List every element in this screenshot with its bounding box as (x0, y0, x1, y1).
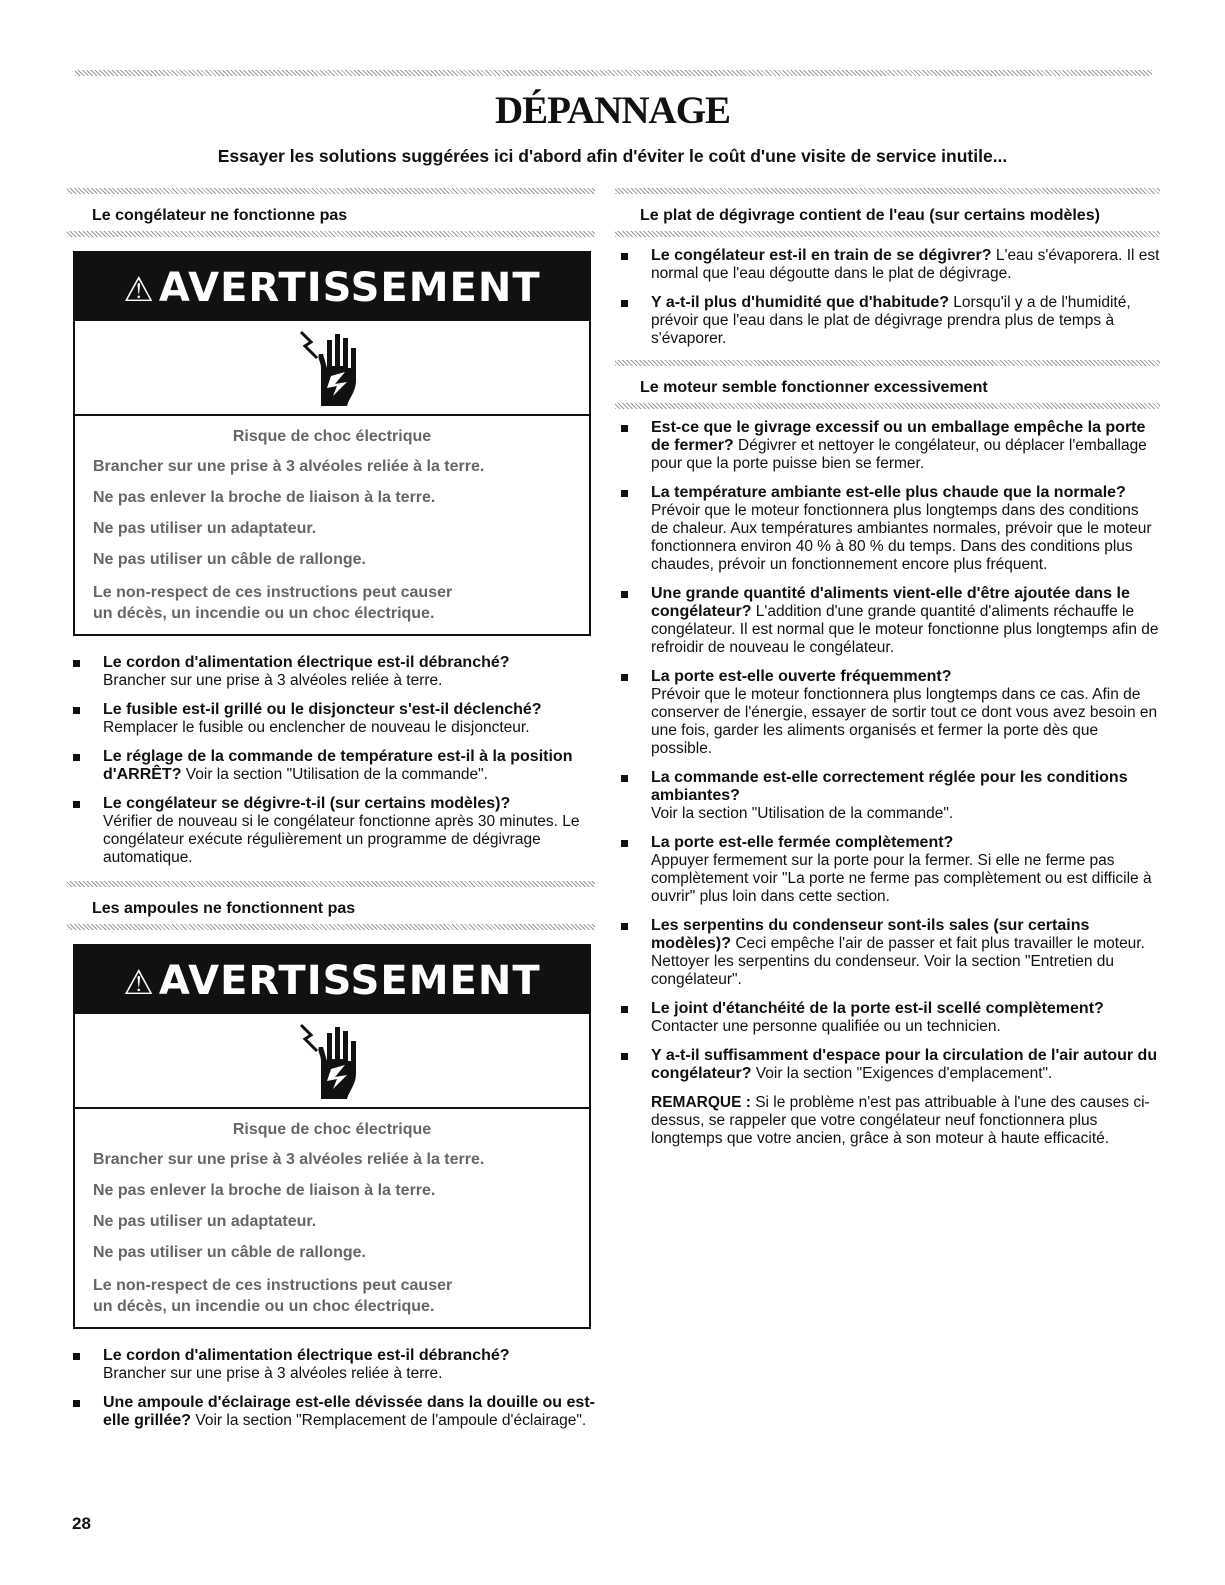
warning-risk: Risque de choc électrique (232, 1121, 432, 1138)
section-header (67, 188, 595, 237)
electric-shock-hand-icon (297, 1021, 367, 1101)
warning-triangle-icon: ⚠ (123, 963, 155, 1003)
warning-line: Ne pas enlever la broche de liaison à la terre. (93, 489, 436, 506)
list-item: Le cordon d'alimentation électrique est-il débranché? Brancher sur une prise à 3 alvéoles reliée à terre. (67, 1347, 595, 1383)
list-item: Est-ce que le givrage excessif ou un emballage empêche la porte de fermer? Dégivrer et nettoyer le congélateur, ou déplacer l'emballage pour que la porte puisse bien se fermer. (615, 419, 1160, 473)
list-item: La porte est-elle ouverte fréquemment? Prévoir que le moteur fonctionnera plus longtemps dans ce cas. Afin de conserver de l'énergie, essayer de sortir tout ce dont vous avez besoin en une fois, garder les aliments organisés et fermer la porte dès que possible. (615, 668, 1160, 758)
warning-header: ⚠ AVERTISSEMENT (75, 946, 589, 1014)
list-item: La température ambiante est-elle plus chaude que la normale? Prévoir que le moteur fonctionnera plus longtemps dans des conditions de chaleur. Aux températures ambiantes normales, prévoir que le moteur fonctionnera environ 40 % à 80 % du temps. Dans des conditions plus chaudes, prévoir un fonctionnement encore plus fréquent. (615, 484, 1160, 574)
list-item: Les serpentins du condenseur sont-ils sales (sur certains modèles)? Ceci empêche l'air de passer et fait plus travailler le moteur. Nettoyer les serpentins du condenseur. Voir la section "Entretien du congélateur". (615, 917, 1160, 989)
warning-line: Ne pas utiliser un adaptateur. (93, 1213, 317, 1230)
section-header (615, 360, 1160, 409)
list-item: Une grande quantité d'aliments vient-elle d'être ajoutée dans le congélateur? L'addition d'une grande quantité d'aliments réchauffe le congélateur. Il est normal que le moteur fonctionne plus longtemps afin de refroidir de nouveau le congélateur. (615, 585, 1160, 657)
list-item: Y a-t-il suffisamment d'espace pour la circulation de l'air autour du congélateur? Voir la section "Exigences d'emplacement". (615, 1047, 1160, 1083)
warning-line: Le non-respect de ces instructions peut causer un décès, un incendie ou un choc électrique. (93, 1277, 453, 1315)
section-title: Les ampoules ne fonctionnent pas (92, 900, 356, 917)
list-item: La commande est-elle correctement réglée pour les conditions ambiantes? Voir la section "Utilisation de la commande". (615, 769, 1160, 823)
list-item: Une ampoule d'éclairage est-elle dévissée dans la douille ou est-elle grillée? Voir la section "Remplacement de l'ampoule d'éclairage". (67, 1394, 595, 1430)
list-item: La porte est-elle fermée complètement? Appuyer fermement sur la porte pour la fermer. Si elle ne ferme pas complètement voir "La porte ne ferme pas complètement ou est difficile à ouvrir" plus loin dans cette section. (615, 834, 1160, 906)
warning-line: Brancher sur une prise à 3 alvéoles reliée à la terre. (93, 458, 485, 475)
warning-triangle-icon: ⚠ (123, 270, 155, 310)
warning-line: Ne pas utiliser un câble de rallonge. (93, 1244, 366, 1261)
electric-shock-hand-icon (297, 328, 367, 408)
list-item: Le réglage de la commande de température est-il à la position d'ARRÊT? Voir la section "Utilisation de la commande". (67, 748, 595, 784)
warning-box (73, 251, 591, 636)
list-item: Le cordon d'alimentation électrique est-il débranché? Brancher sur une prise à 3 alvéoles reliée à terre. (67, 654, 595, 690)
warning-line: Brancher sur une prise à 3 alvéoles reliée à la terre. (93, 1151, 485, 1168)
list-item: Le fusible est-il grillé ou le disjoncteur s'est-il déclenché? Remplacer le fusible ou enclencher de nouveau le disjoncteur. (67, 701, 595, 737)
warning-line: Ne pas utiliser un adaptateur. (93, 520, 317, 537)
list-item: Le joint d'étanchéité de la porte est-il scellé complètement? Contacter une personne qualifiée ou un technicien. (615, 1000, 1160, 1036)
warning-risk: Risque de choc électrique (232, 428, 432, 445)
warning-box (73, 944, 591, 1329)
section-title: Le congélateur ne fonctionne pas (92, 207, 348, 224)
section-title: Le plat de dégivrage contient de l'eau (sur certains modèles) (640, 207, 1100, 224)
section-title: Le moteur semble fonctionner excessivement (640, 379, 988, 396)
troubleshoot-list (67, 1347, 595, 1430)
section-header (67, 881, 595, 930)
page-number: 28 (72, 1514, 91, 1533)
page-subtitle: Essayer les solutions suggérées ici d'abord afin d'éviter le coût d'une visite de service inutile... (217, 146, 1008, 166)
list-item: Y a-t-il plus d'humidité que d'habitude? Lorsqu'il y a de l'humidité, prévoir que l'eau dans le plat de dégivrage prendra plus de temps à s'évaporer. (615, 294, 1160, 348)
warning-line: Ne pas enlever la broche de liaison à la terre. (93, 1182, 436, 1199)
troubleshoot-list (67, 654, 595, 867)
left-column (67, 188, 595, 1441)
list-item: Le congélateur est-il en train de se dégivrer? L'eau s'évaporera. Il est normal que l'eau dégoutte dans le plat de dégivrage. (615, 247, 1160, 283)
warning-line: Le non-respect de ces instructions peut causer un décès, un incendie ou un choc électrique. (93, 584, 453, 622)
page-title: DÉPANNAGE (494, 89, 731, 132)
warning-header: ⚠ AVERTISSEMENT (75, 253, 589, 321)
troubleshoot-list (615, 419, 1160, 1083)
note-label: REMARQUE : (651, 1094, 751, 1111)
troubleshoot-list (615, 247, 1160, 348)
list-item: Le congélateur se dégivre-t-il (sur certains modèles)? Vérifier de nouveau si le congélateur fonctionne après 30 minutes. Le congélateur exécute régulièrement un programme de dégivrage automatique. (67, 795, 595, 867)
warning-line: Ne pas utiliser un câble de rallonge. (93, 551, 366, 568)
note: REMARQUE : Si le problème n'est pas attribuable à l'une des causes ci-dessus, se rappeler que votre congélateur neuf fonctionnera plus longtemps que votre ancien, grâce à son moteur à haute efficacité. (651, 1094, 1150, 1147)
right-column (615, 188, 1160, 1148)
section-header (615, 188, 1160, 237)
top-rule (75, 70, 1152, 76)
